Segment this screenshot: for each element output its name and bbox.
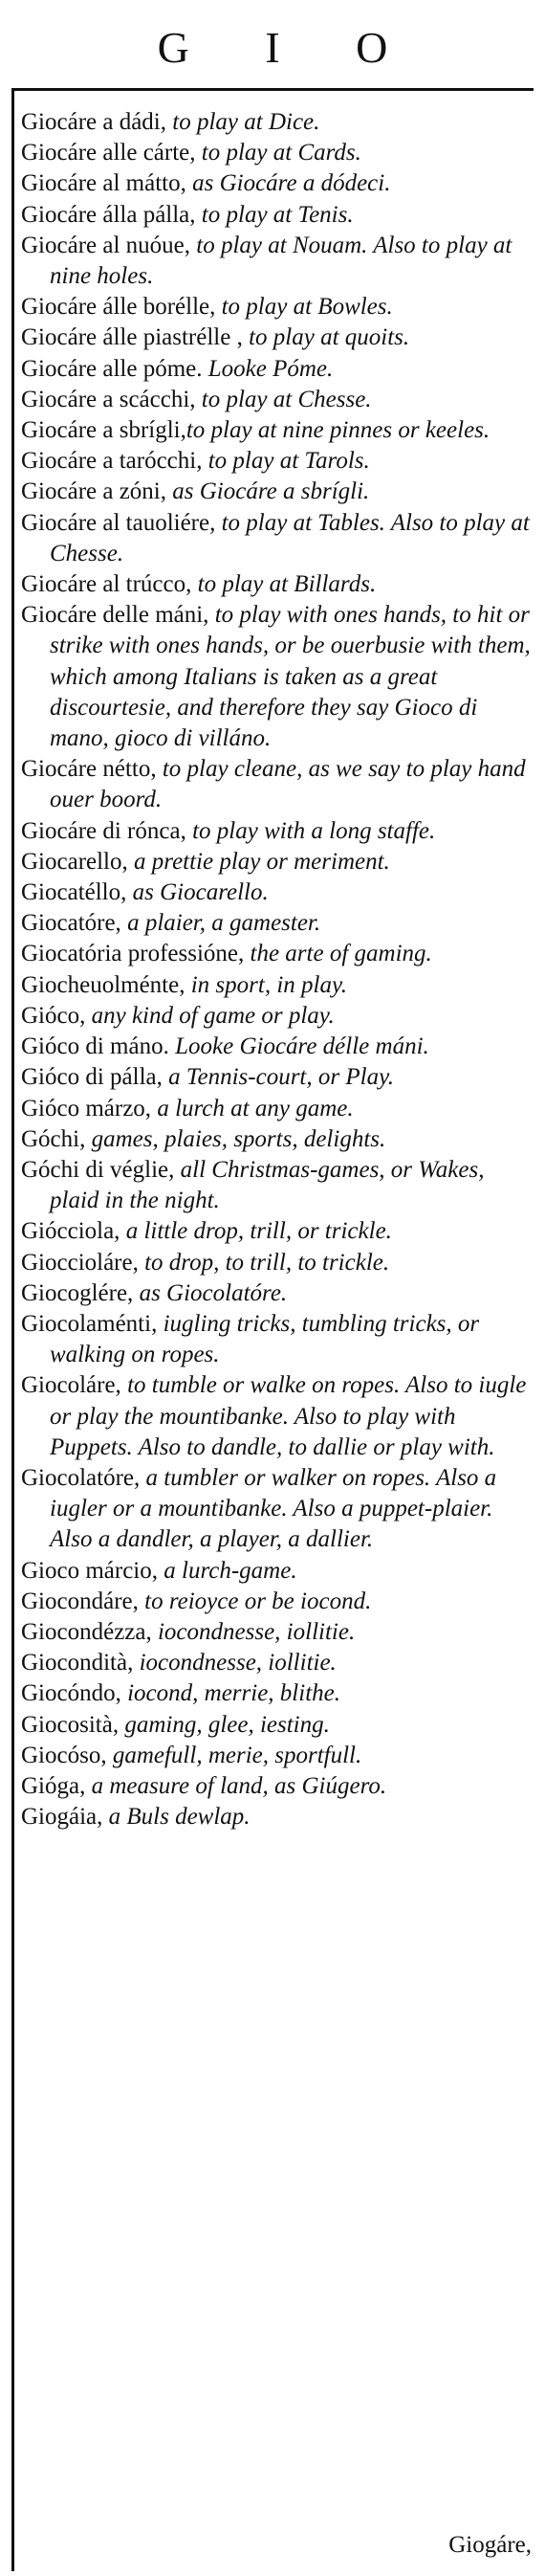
entry-headword: Giocáre di rónca, bbox=[21, 817, 186, 844]
dictionary-entry bbox=[21, 138, 537, 168]
dictionary-entry bbox=[21, 200, 537, 231]
dictionary-entry bbox=[21, 1587, 537, 1617]
entry-definition: the arte of gaming. bbox=[244, 941, 432, 967]
entry-definition: any kind of game or play. bbox=[85, 1002, 335, 1029]
entry-headword: Gióga, bbox=[21, 1772, 86, 1799]
catchword: Giogáre, bbox=[448, 2532, 532, 2558]
entry-definition: to play with ones hands, to hit or strike with ones hands, or be ouerbusie with them, which among Italians is taken as a great discourtesie, and therefore they say Gioco di mano, gioco di villáno. bbox=[50, 602, 531, 752]
dictionary-entry bbox=[21, 1710, 537, 1741]
dictionary-entry bbox=[21, 1370, 537, 1463]
entry-headword: Góchi, bbox=[21, 1125, 86, 1152]
entry-headword: Gióco márzo, bbox=[21, 1095, 152, 1121]
entry-definition: gamefull, merie, sportfull. bbox=[106, 1742, 362, 1768]
entry-headword: Giocáre a zóni, bbox=[21, 478, 167, 505]
entry-list bbox=[21, 107, 537, 1832]
entry-definition: as Giocarello. bbox=[126, 879, 269, 906]
entry-definition: iocondnesse, iollitie. bbox=[133, 1650, 337, 1677]
dictionary-entry bbox=[21, 292, 537, 322]
dictionary-entry bbox=[21, 168, 537, 199]
entry-definition: to play at Tenis. bbox=[195, 201, 354, 228]
entry-headword: Gióco di pálla, bbox=[21, 1064, 163, 1091]
entry-definition: to play at Nouam. Also to play at nine holes. bbox=[50, 232, 512, 290]
entry-headword: Giocáre a sbrígli, bbox=[21, 417, 186, 444]
entry-definition: as Giocolatóre. bbox=[133, 1279, 288, 1306]
entry-headword: Gióco di máno. bbox=[21, 1033, 169, 1060]
entry-headword: Giogáia, bbox=[21, 1804, 103, 1831]
dictionary-entry bbox=[21, 1062, 537, 1093]
entry-headword: Giocoláre, bbox=[21, 1372, 121, 1399]
entry-definition: to play at Tarols. bbox=[202, 448, 370, 475]
entry-definition: a lurch at any game. bbox=[151, 1095, 354, 1121]
entry-definition: a tumbler or walker on ropes. Also a iugler or a mountibanke. Also a puppet-plaier. Also a dandler, a player, a dallier. bbox=[50, 1464, 497, 1553]
entry-headword: Giocáre álle borélle, bbox=[21, 294, 216, 321]
dictionary-entry bbox=[21, 1032, 537, 1062]
entry-definition: to drop, to trill, to trickle. bbox=[138, 1249, 390, 1276]
entry-headword: Giocoglére, bbox=[21, 1279, 134, 1306]
entry-definition: Looke Póme. bbox=[202, 355, 334, 382]
entry-definition: to play at Chesse. bbox=[195, 386, 372, 412]
entry-definition: iocond, merrie, blithe. bbox=[120, 1680, 340, 1707]
entry-definition: a prettie play or meriment. bbox=[127, 848, 390, 875]
entry-headword: Giocolaménti, bbox=[21, 1310, 158, 1337]
dictionary-entry bbox=[21, 1248, 537, 1278]
entry-headword: Giocatóre, bbox=[21, 910, 121, 937]
entry-definition: iocondnesse, iollitie. bbox=[151, 1618, 356, 1645]
dictionary-entry bbox=[21, 1216, 537, 1247]
dictionary-entry bbox=[21, 385, 537, 415]
entry-headword: Giocáre alle cárte, bbox=[21, 140, 196, 167]
entry-headword: Giocáre alle póme. bbox=[21, 355, 203, 382]
entry-definition: to play at Billards. bbox=[191, 571, 377, 598]
dictionary-entry bbox=[21, 415, 537, 446]
entry-definition: to play at Dice. bbox=[166, 109, 320, 135]
entry-definition: to play with a long staffe. bbox=[185, 817, 436, 844]
entry-headword: Gióco, bbox=[21, 1002, 86, 1029]
entry-headword: Giocosità, bbox=[21, 1711, 120, 1738]
entry-definition: to play at Bowles. bbox=[215, 294, 393, 321]
dictionary-entry bbox=[21, 816, 537, 847]
dictionary-entry bbox=[21, 847, 537, 877]
entry-headword: Gioccioláre, bbox=[21, 1249, 139, 1276]
dictionary-entry bbox=[21, 446, 537, 477]
dictionary-entry bbox=[21, 1001, 537, 1032]
dictionary-entry bbox=[21, 231, 537, 292]
entry-definition: in sport, in play. bbox=[185, 971, 347, 998]
dictionary-entry bbox=[21, 1771, 537, 1802]
entry-headword: Giócciola, bbox=[21, 1218, 120, 1245]
dictionary-entry bbox=[21, 477, 537, 507]
dictionary-entry bbox=[21, 569, 537, 600]
dictionary-entry bbox=[21, 322, 537, 353]
entry-headword: Giocatéllo, bbox=[21, 879, 127, 906]
dictionary-entry bbox=[21, 1278, 537, 1309]
entry-headword: Giocáre a dádi, bbox=[21, 109, 167, 135]
entry-headword: Giocáre nétto, bbox=[21, 756, 157, 783]
dictionary-entry bbox=[21, 1802, 537, 1832]
dictionary-entry bbox=[21, 354, 537, 385]
dictionary-entry bbox=[21, 107, 537, 138]
entry-definition: all Christmas-games, or Wakes, plaid in the night. bbox=[50, 1156, 485, 1214]
entry-definition: a little drop, trill, or trickle. bbox=[120, 1218, 392, 1245]
dictionary-entry bbox=[21, 939, 537, 969]
entry-headword: Giocáre a tarócchi, bbox=[21, 448, 203, 475]
entry-headword: Giocarello, bbox=[21, 848, 128, 875]
dictionary-entry bbox=[21, 600, 537, 754]
entry-definition: games, plaies, sports, delights. bbox=[85, 1125, 386, 1152]
entry-headword: Giocáre al tauoliére, bbox=[21, 509, 216, 536]
entry-definition: as Giocáre a sbrígli. bbox=[166, 478, 370, 505]
dictionary-entry bbox=[21, 877, 537, 908]
entry-definition: to play at Tables. Also to play at Chesse. bbox=[50, 509, 530, 566]
dictionary-entry bbox=[21, 1094, 537, 1124]
dictionary-entry bbox=[21, 908, 537, 939]
dictionary-entry bbox=[21, 1124, 537, 1155]
entry-definition: a Buls dewlap. bbox=[102, 1804, 251, 1831]
entry-headword: Giocáre al mátto, bbox=[21, 170, 186, 197]
entry-definition: to reioyce or be iocond. bbox=[138, 1588, 372, 1614]
entry-definition: a lurch-game. bbox=[158, 1557, 297, 1584]
dictionary-entry bbox=[21, 1678, 537, 1709]
entry-headword: Giocáre a scácchi, bbox=[21, 386, 196, 412]
entry-headword: Giocáre al nuóue, bbox=[21, 232, 191, 258]
entry-headword: Giocáre álla pálla, bbox=[21, 201, 196, 228]
entry-headword: Giocóndo, bbox=[21, 1680, 121, 1707]
dictionary-entry bbox=[21, 1155, 537, 1216]
entry-headword: Giocheuolménte, bbox=[21, 971, 185, 998]
dictionary-entry bbox=[21, 1741, 537, 1771]
entry-headword: Giocondézza, bbox=[21, 1618, 152, 1645]
header-rule bbox=[11, 88, 534, 91]
entry-definition: a measure of land, as Giúgero. bbox=[85, 1772, 387, 1799]
entry-definition: iugling tricks, tumbling tricks, or walking on ropes. bbox=[50, 1310, 480, 1368]
entry-definition: gaming, glee, iesting. bbox=[119, 1711, 330, 1738]
entry-definition: to play at nine pinnes or keeles. bbox=[185, 417, 490, 444]
entry-headword: Giocolatóre, bbox=[21, 1464, 141, 1491]
margin-rule bbox=[11, 88, 14, 2571]
entry-headword: Giocondáre, bbox=[21, 1588, 139, 1614]
dictionary-entry bbox=[21, 1556, 537, 1587]
dictionary-entry bbox=[21, 970, 537, 1001]
entry-definition: to play at quoits. bbox=[242, 324, 410, 351]
entry-definition: to play at Cards. bbox=[195, 140, 361, 167]
dictionary-entry bbox=[21, 1648, 537, 1678]
dictionary-entry bbox=[21, 508, 537, 569]
dictionary-entry bbox=[21, 1463, 537, 1556]
entry-headword: Giocáre álle piastrélle , bbox=[21, 324, 243, 351]
entry-headword: Gioco márcio, bbox=[21, 1557, 159, 1584]
entry-headword: Góchi di véglie, bbox=[21, 1156, 175, 1183]
entry-headword: Giocáre delle máni, bbox=[21, 602, 209, 629]
dictionary-entry bbox=[21, 754, 537, 815]
entry-headword: Giocáre al trúcco, bbox=[21, 571, 192, 598]
dictionary-entry bbox=[21, 1617, 537, 1648]
entry-definition: to tumble or walke on ropes. Also to iugle or play the mountibanke. Also to play with Puppets. Also to dandle, to dallie or play with. bbox=[50, 1372, 527, 1460]
entry-headword: Giocondità, bbox=[21, 1650, 134, 1677]
entry-headword: Giocatória professióne, bbox=[21, 941, 245, 967]
entry-definition: as Giocáre a dódeci. bbox=[185, 170, 391, 197]
dictionary-entry bbox=[21, 1309, 537, 1370]
page-header: G I O bbox=[157, 23, 421, 72]
entry-definition: a Tennis-court, or Play. bbox=[162, 1064, 395, 1091]
entry-definition: a plaier, a gamester. bbox=[120, 910, 321, 937]
entry-definition: Looke Giocáre délle máni. bbox=[168, 1033, 429, 1060]
entry-definition: to play cleane, as we say to play hand ouer boord. bbox=[50, 756, 526, 813]
entry-headword: Giocóso, bbox=[21, 1742, 107, 1768]
